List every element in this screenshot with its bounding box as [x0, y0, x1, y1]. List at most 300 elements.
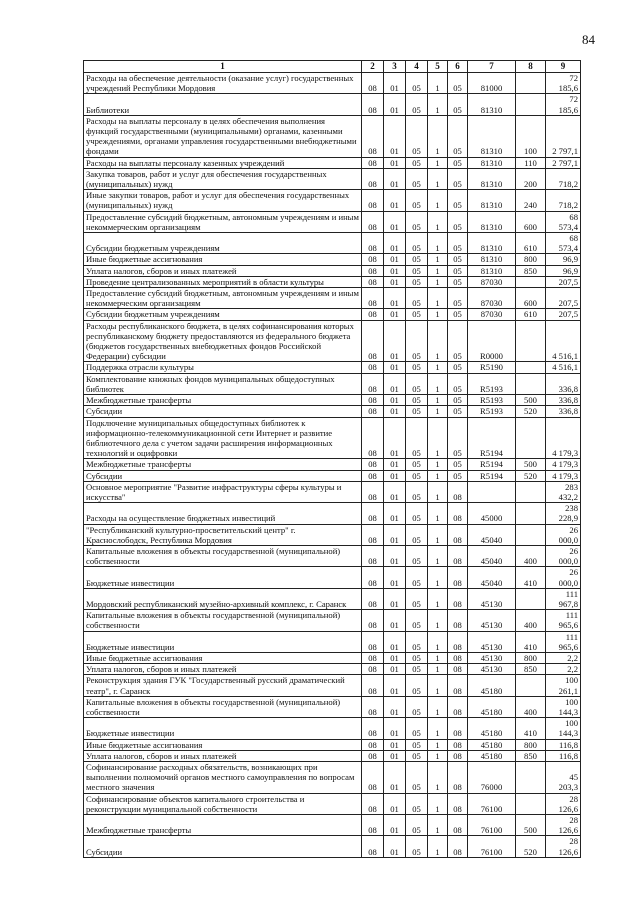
cell-code: 08: [362, 545, 384, 566]
cell-amount: 4 179,3: [546, 470, 581, 481]
cell-code: 05: [406, 276, 428, 287]
cell-amount: 26 000,0: [546, 524, 581, 545]
cell-code: 45130: [468, 588, 516, 609]
cell-code: 1: [428, 836, 448, 857]
cell-code: 45040: [468, 524, 516, 545]
cell-code: 05: [406, 836, 428, 857]
cell-code: 01: [384, 288, 406, 309]
cell-code: 05: [406, 675, 428, 696]
cell-code: 05: [448, 254, 468, 265]
row-name: Бюджетные инвестиции: [84, 567, 362, 588]
column-header: 5: [428, 61, 448, 73]
cell-code: 05: [406, 265, 428, 276]
cell-code: 1: [428, 276, 448, 287]
cell-amount: 72 185,6: [546, 94, 581, 115]
cell-code: 08: [362, 459, 384, 470]
cell-code: 05: [406, 211, 428, 232]
column-header: 6: [448, 61, 468, 73]
cell-code: R5194: [468, 417, 516, 459]
cell-code: 08: [362, 481, 384, 502]
row-name: Предоставление субсидий бюджетным, автономным учреждениям и иным некоммерческим организациям: [84, 288, 362, 309]
cell-code: 87030: [468, 309, 516, 320]
cell-code: 81310: [468, 115, 516, 157]
cell-code: 850: [516, 664, 546, 675]
cell-code: 01: [384, 320, 406, 362]
cell-code: 800: [516, 652, 546, 663]
cell-code: 08: [362, 631, 384, 652]
row-name: Бюджетные инвестиции: [84, 718, 362, 739]
row-name: Субсидии: [84, 470, 362, 481]
cell-code: 05: [448, 395, 468, 406]
row-name: Основное мероприятие "Развитие инфраструктуры сферы культуры и искусства": [84, 481, 362, 502]
table-row: [84, 524, 581, 545]
cell-code: 01: [384, 503, 406, 524]
cell-code: 05: [448, 265, 468, 276]
cell-code: 05: [406, 762, 428, 794]
cell-code: 05: [448, 417, 468, 459]
cell-code: 08: [448, 675, 468, 696]
cell-code: 76000: [468, 762, 516, 794]
cell-code: 500: [516, 395, 546, 406]
cell-code: 05: [448, 211, 468, 232]
cell-code: 1: [428, 675, 448, 696]
cell-code: 01: [384, 664, 406, 675]
cell-code: 1: [428, 233, 448, 254]
cell-code: 520: [516, 406, 546, 417]
table-row: [84, 276, 581, 287]
cell-code: 08: [362, 276, 384, 287]
cell-amount: 100 144,3: [546, 718, 581, 739]
column-header: 3: [384, 61, 406, 73]
cell-code: 05: [406, 470, 428, 481]
table-row: [84, 157, 581, 168]
table-row: [84, 395, 581, 406]
cell-code: 01: [384, 762, 406, 794]
cell-code: 600: [516, 288, 546, 309]
row-name: Межбюджетные трансферты: [84, 815, 362, 836]
table-row: [84, 320, 581, 362]
cell-code: 08: [362, 739, 384, 750]
cell-amount: 4 516,1: [546, 362, 581, 373]
cell-code: 01: [384, 168, 406, 189]
cell-code: 1: [428, 254, 448, 265]
cell-code: 08: [362, 309, 384, 320]
table-row: [84, 254, 581, 265]
cell-code: 1: [428, 545, 448, 566]
cell-code: 01: [384, 567, 406, 588]
cell-code: 08: [362, 254, 384, 265]
cell-code: 08: [362, 233, 384, 254]
cell-code: 1: [428, 739, 448, 750]
cell-code: 05: [406, 73, 428, 94]
cell-code: 110: [516, 157, 546, 168]
cell-code: 1: [428, 762, 448, 794]
cell-amount: 111 967,8: [546, 588, 581, 609]
cell-code: [516, 276, 546, 287]
cell-code: 05: [448, 94, 468, 115]
cell-code: 05: [406, 652, 428, 663]
cell-code: 01: [384, 588, 406, 609]
cell-amount: 45 203,3: [546, 762, 581, 794]
cell-code: 01: [384, 157, 406, 168]
cell-code: 05: [406, 696, 428, 717]
table-header-row: [84, 61, 581, 73]
cell-amount: 68 573,4: [546, 233, 581, 254]
cell-amount: 28 126,6: [546, 836, 581, 857]
cell-code: 45180: [468, 739, 516, 750]
row-name: Бюджетные инвестиции: [84, 631, 362, 652]
cell-code: 1: [428, 503, 448, 524]
cell-code: 08: [362, 288, 384, 309]
cell-code: 45180: [468, 718, 516, 739]
cell-code: 45180: [468, 675, 516, 696]
cell-code: 08: [362, 675, 384, 696]
cell-code: 08: [448, 524, 468, 545]
cell-code: 08: [448, 652, 468, 663]
row-name: Иные бюджетные ассигнования: [84, 739, 362, 750]
cell-code: [468, 481, 516, 502]
cell-code: 01: [384, 675, 406, 696]
cell-code: 1: [428, 309, 448, 320]
table-row: [84, 836, 581, 857]
cell-code: 05: [448, 470, 468, 481]
cell-code: 08: [448, 739, 468, 750]
cell-code: 200: [516, 168, 546, 189]
row-name: "Республиканский культурно-просветительский центр" г. Краснослободск, Республика Мордовия: [84, 524, 362, 545]
cell-code: 05: [406, 115, 428, 157]
cell-amount: 336,8: [546, 373, 581, 394]
cell-code: 05: [406, 503, 428, 524]
cell-code: 1: [428, 718, 448, 739]
cell-code: 08: [362, 588, 384, 609]
table-row: [84, 481, 581, 502]
cell-code: 800: [516, 739, 546, 750]
cell-code: R5193: [468, 373, 516, 394]
cell-code: 08: [448, 836, 468, 857]
cell-code: 87030: [468, 276, 516, 287]
cell-code: 45130: [468, 631, 516, 652]
table-row: [84, 233, 581, 254]
cell-code: [516, 94, 546, 115]
cell-code: 410: [516, 631, 546, 652]
cell-amount: 26 000,0: [546, 545, 581, 566]
cell-code: 05: [406, 567, 428, 588]
cell-code: R5194: [468, 459, 516, 470]
cell-code: 05: [406, 157, 428, 168]
cell-code: 08: [362, 320, 384, 362]
row-name: Субсидии: [84, 406, 362, 417]
cell-code: 05: [406, 588, 428, 609]
cell-code: 05: [406, 524, 428, 545]
cell-code: 08: [448, 545, 468, 566]
cell-code: 1: [428, 750, 448, 761]
cell-amount: 336,8: [546, 406, 581, 417]
cell-code: 08: [448, 718, 468, 739]
cell-code: 1: [428, 652, 448, 663]
cell-code: 05: [406, 664, 428, 675]
table-row: [84, 417, 581, 459]
row-name: Капитальные вложения в объекты государственной (муниципальной) собственности: [84, 610, 362, 631]
cell-code: 08: [362, 406, 384, 417]
cell-code: 08: [448, 631, 468, 652]
cell-code: 05: [406, 309, 428, 320]
table-row: [84, 470, 581, 481]
cell-code: 01: [384, 254, 406, 265]
table-row: [84, 762, 581, 794]
table-row: [84, 664, 581, 675]
cell-code: 76100: [468, 793, 516, 814]
cell-amount: 207,5: [546, 276, 581, 287]
cell-code: 05: [448, 157, 468, 168]
cell-code: [516, 675, 546, 696]
cell-code: [516, 417, 546, 459]
cell-code: 01: [384, 115, 406, 157]
cell-amount: 718,2: [546, 168, 581, 189]
row-name: Расходы на обеспечение деятельности (оказание услуг) государственных учреждений Республики Мордовия: [84, 73, 362, 94]
cell-code: 08: [448, 481, 468, 502]
row-name: Закупка товаров, работ и услуг для обеспечения государственных (муниципальных) нужд: [84, 168, 362, 189]
table-row: [84, 631, 581, 652]
table-row: [84, 815, 581, 836]
row-name: Иные бюджетные ассигнования: [84, 254, 362, 265]
cell-code: 45180: [468, 696, 516, 717]
cell-code: 400: [516, 696, 546, 717]
cell-code: 1: [428, 157, 448, 168]
cell-code: 05: [406, 254, 428, 265]
table-row: [84, 545, 581, 566]
cell-code: 08: [362, 815, 384, 836]
row-name: Капитальные вложения в объекты государственной (муниципальной) собственности: [84, 545, 362, 566]
cell-code: 1: [428, 406, 448, 417]
cell-code: 1: [428, 190, 448, 211]
cell-code: R5193: [468, 406, 516, 417]
table-row: [84, 675, 581, 696]
cell-code: 08: [362, 567, 384, 588]
table-row: [84, 739, 581, 750]
cell-code: [516, 362, 546, 373]
cell-code: 01: [384, 750, 406, 761]
row-name: Субсидии бюджетным учреждениям: [84, 309, 362, 320]
cell-code: 01: [384, 362, 406, 373]
cell-code: 05: [406, 94, 428, 115]
cell-amount: 28 126,6: [546, 793, 581, 814]
column-header: 7: [468, 61, 516, 73]
table-row: [84, 288, 581, 309]
cell-code: 45130: [468, 664, 516, 675]
cell-code: 01: [384, 417, 406, 459]
cell-code: 01: [384, 459, 406, 470]
cell-code: 800: [516, 254, 546, 265]
cell-amount: 336,8: [546, 395, 581, 406]
row-name: Уплата налогов, сборов и иных платежей: [84, 750, 362, 761]
cell-code: 01: [384, 610, 406, 631]
cell-code: 45000: [468, 503, 516, 524]
cell-code: 400: [516, 610, 546, 631]
cell-code: 45040: [468, 545, 516, 566]
cell-code: R0000: [468, 320, 516, 362]
cell-code: 08: [362, 470, 384, 481]
cell-code: 05: [448, 288, 468, 309]
table-row: [84, 718, 581, 739]
cell-code: 08: [448, 503, 468, 524]
cell-code: 1: [428, 470, 448, 481]
cell-code: R5190: [468, 362, 516, 373]
cell-code: [516, 73, 546, 94]
cell-code: 08: [362, 265, 384, 276]
cell-code: 05: [406, 750, 428, 761]
cell-code: 05: [448, 406, 468, 417]
cell-code: 1: [428, 168, 448, 189]
cell-code: 81310: [468, 233, 516, 254]
cell-code: [516, 481, 546, 502]
table-row: [84, 459, 581, 470]
cell-code: 08: [362, 190, 384, 211]
cell-code: 81310: [468, 265, 516, 276]
cell-code: 76100: [468, 815, 516, 836]
cell-code: 08: [362, 750, 384, 761]
row-name: Иные бюджетные ассигнования: [84, 652, 362, 663]
row-name: Уплата налогов, сборов и иных платежей: [84, 265, 362, 276]
cell-code: 1: [428, 664, 448, 675]
row-name: Мордовский республиканский музейно-архивный комплекс, г. Саранск: [84, 588, 362, 609]
cell-code: 08: [448, 567, 468, 588]
cell-code: 05: [406, 815, 428, 836]
row-name: Уплата налогов, сборов и иных платежей: [84, 664, 362, 675]
table-row: [84, 406, 581, 417]
cell-code: 01: [384, 696, 406, 717]
column-header: 9: [546, 61, 581, 73]
cell-code: 08: [448, 793, 468, 814]
cell-code: 08: [362, 362, 384, 373]
cell-code: 05: [448, 233, 468, 254]
cell-code: 1: [428, 320, 448, 362]
row-name: Поддержка отрасли культуры: [84, 362, 362, 373]
table-row: [84, 503, 581, 524]
cell-code: 1: [428, 417, 448, 459]
row-name: Расходы республиканского бюджета, в целях софинансирования которых республиканскому бюджету предоставляются из федерального бюджета (бюджетов государственных внебюджетных фондов Российской Федерации) субсидии: [84, 320, 362, 362]
cell-code: 1: [428, 459, 448, 470]
table-row: [84, 750, 581, 761]
cell-code: 01: [384, 652, 406, 663]
cell-code: 05: [406, 190, 428, 211]
cell-code: 08: [362, 395, 384, 406]
cell-code: 05: [448, 309, 468, 320]
cell-amount: 111 965,6: [546, 631, 581, 652]
cell-code: 1: [428, 395, 448, 406]
cell-code: 610: [516, 233, 546, 254]
row-name: Расходы на осуществление бюджетных инвестиций: [84, 503, 362, 524]
table-row: [84, 115, 581, 157]
cell-code: 500: [516, 815, 546, 836]
cell-code: 850: [516, 265, 546, 276]
cell-code: 81310: [468, 94, 516, 115]
cell-code: 1: [428, 94, 448, 115]
cell-code: 1: [428, 265, 448, 276]
cell-code: 1: [428, 793, 448, 814]
row-name: Подключение муниципальных общедоступных библиотек к информационно-телекоммуникационной сети Интернет и развитие библиотечного дела с учетом задачи расширения информационных технологий и оцифровки: [84, 417, 362, 459]
table-row: [84, 168, 581, 189]
cell-code: 08: [448, 664, 468, 675]
cell-code: 08: [362, 503, 384, 524]
cell-code: 1: [428, 815, 448, 836]
cell-code: 01: [384, 94, 406, 115]
cell-code: 08: [362, 417, 384, 459]
row-name: Межбюджетные трансферты: [84, 395, 362, 406]
cell-code: 08: [362, 94, 384, 115]
cell-code: 1: [428, 696, 448, 717]
cell-amount: 718,2: [546, 190, 581, 211]
cell-code: 1: [428, 211, 448, 232]
cell-code: 1: [428, 373, 448, 394]
cell-code: 76100: [468, 836, 516, 857]
row-name: Предоставление субсидий бюджетным, автономным учреждениям и иным некоммерческим организациям: [84, 211, 362, 232]
cell-code: 05: [406, 793, 428, 814]
row-name: Проведение централизованных мероприятий в области культуры: [84, 276, 362, 287]
cell-code: 08: [448, 696, 468, 717]
cell-code: 45130: [468, 610, 516, 631]
cell-code: 01: [384, 815, 406, 836]
cell-code: 1: [428, 362, 448, 373]
cell-code: 05: [448, 362, 468, 373]
cell-code: 05: [406, 373, 428, 394]
cell-code: 05: [448, 459, 468, 470]
cell-code: 400: [516, 545, 546, 566]
cell-code: 08: [448, 762, 468, 794]
cell-code: 05: [406, 481, 428, 502]
cell-code: 850: [516, 750, 546, 761]
row-name: Софинансирование расходных обязательств, возникающих при выполнении полномочий органов местного самоуправления по вопросам местного значения: [84, 762, 362, 794]
cell-code: 08: [448, 815, 468, 836]
cell-code: 08: [362, 524, 384, 545]
cell-code: 81310: [468, 157, 516, 168]
table-row: [84, 696, 581, 717]
cell-code: 08: [362, 718, 384, 739]
cell-code: 01: [384, 545, 406, 566]
cell-code: 600: [516, 211, 546, 232]
cell-code: 240: [516, 190, 546, 211]
row-name: Софинансирование объектов капитального строительства и реконструкции муниципальной собственности: [84, 793, 362, 814]
cell-code: 01: [384, 265, 406, 276]
cell-amount: 283 432,2: [546, 481, 581, 502]
cell-amount: 28 126,6: [546, 815, 581, 836]
cell-code: 05: [406, 631, 428, 652]
cell-code: 01: [384, 406, 406, 417]
cell-code: 08: [362, 762, 384, 794]
cell-code: 01: [384, 470, 406, 481]
cell-code: 05: [448, 190, 468, 211]
row-name: Капитальные вложения в объекты государственной (муниципальной) собственности: [84, 696, 362, 717]
cell-code: 81310: [468, 190, 516, 211]
cell-code: 08: [362, 652, 384, 663]
cell-code: 05: [406, 406, 428, 417]
column-header: 1: [84, 61, 362, 73]
cell-code: 45130: [468, 652, 516, 663]
cell-amount: 116,8: [546, 750, 581, 761]
row-name: Субсидии: [84, 836, 362, 857]
cell-amount: 26 000,0: [546, 567, 581, 588]
row-name: Библиотеки: [84, 94, 362, 115]
row-name: Комплектование книжных фондов муниципальных общедоступных библиотек: [84, 373, 362, 394]
cell-code: 45040: [468, 567, 516, 588]
budget-table: [83, 60, 581, 858]
cell-code: 01: [384, 739, 406, 750]
column-header: 8: [516, 61, 546, 73]
table-row: [84, 362, 581, 373]
cell-code: 01: [384, 836, 406, 857]
row-name: Расходы на выплаты персоналу в целях обеспечения выполнения функций государственными (муниципальными) органами, казенными учреждениями, органами управления государственными внебюджетными фондами: [84, 115, 362, 157]
cell-code: 45180: [468, 750, 516, 761]
cell-code: [516, 793, 546, 814]
